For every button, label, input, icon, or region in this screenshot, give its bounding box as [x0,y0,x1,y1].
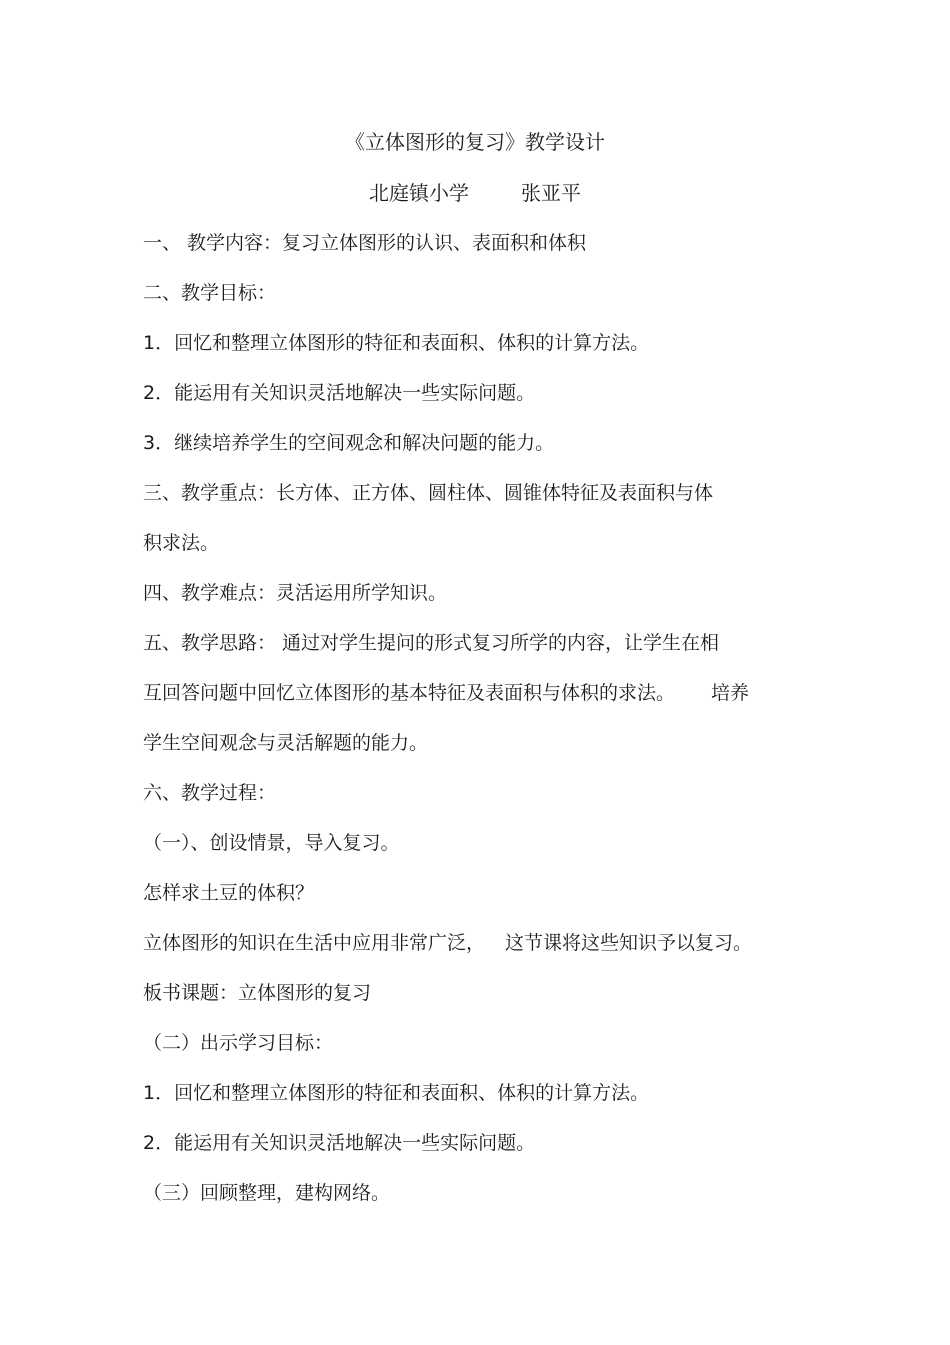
paragraph-line: 五、教学思路： 通过对学生提问的形式复习所学的内容，让学生在相 [143,632,720,654]
document-body [143,226,823,1226]
paragraph-line: 二、教学目标： [143,282,277,304]
school-name: 北庭镇小学 [369,181,469,205]
paragraph-line: 学生空间观念与灵活解题的能力。 [143,732,429,754]
paragraph-line: 一、 教学内容：复习立体图形的认识、表面积和体积 [143,232,587,254]
byline [0,179,950,207]
paragraph-line: 2．能运用有关知识灵活地解决一些实际问题。 [143,382,536,404]
paragraph-line: 板书课题：立体图形的复习 [143,982,372,1004]
author-name: 张亚平 [521,181,581,205]
paragraph-line: 2．能运用有关知识灵活地解决一些实际问题。 [143,1132,536,1154]
paragraph-line: （一）、创设情景，导入复习。 [143,832,400,854]
paragraph-line: 三、教学重点：长方体、正方体、圆柱体、圆锥体特征及表面积与体 [143,482,714,504]
paragraph-line: 1．回忆和整理立体图形的特征和表面积、体积的计算方法。 [143,1082,650,1104]
paragraph-line: 互回答问题中回忆立体图形的基本特征及表面积与体积的求法。 培养 [143,682,750,704]
paragraph-line: （二）出示学习目标： [143,1032,334,1054]
paragraph-line: 怎样求土豆的体积？ [143,882,315,904]
paragraph-line: 积求法。 [143,532,220,554]
paragraph-line: 四、教学难点：灵活运用所学知识。 [143,582,448,604]
paragraph-line: 3．继续培养学生的空间观念和解决问题的能力。 [143,432,555,454]
document-title: 《立体图形的复习》教学设计 [345,130,605,154]
paragraph-line: 六、教学过程： [143,782,277,804]
paragraph-line: （三）回顾整理，建构网络。 [143,1182,391,1204]
paragraph-line: 1．回忆和整理立体图形的特征和表面积、体积的计算方法。 [143,332,650,354]
paragraph-line: 立体图形的知识在生活中应用非常广泛， 这节课将这些知识予以复习。 [143,932,753,954]
